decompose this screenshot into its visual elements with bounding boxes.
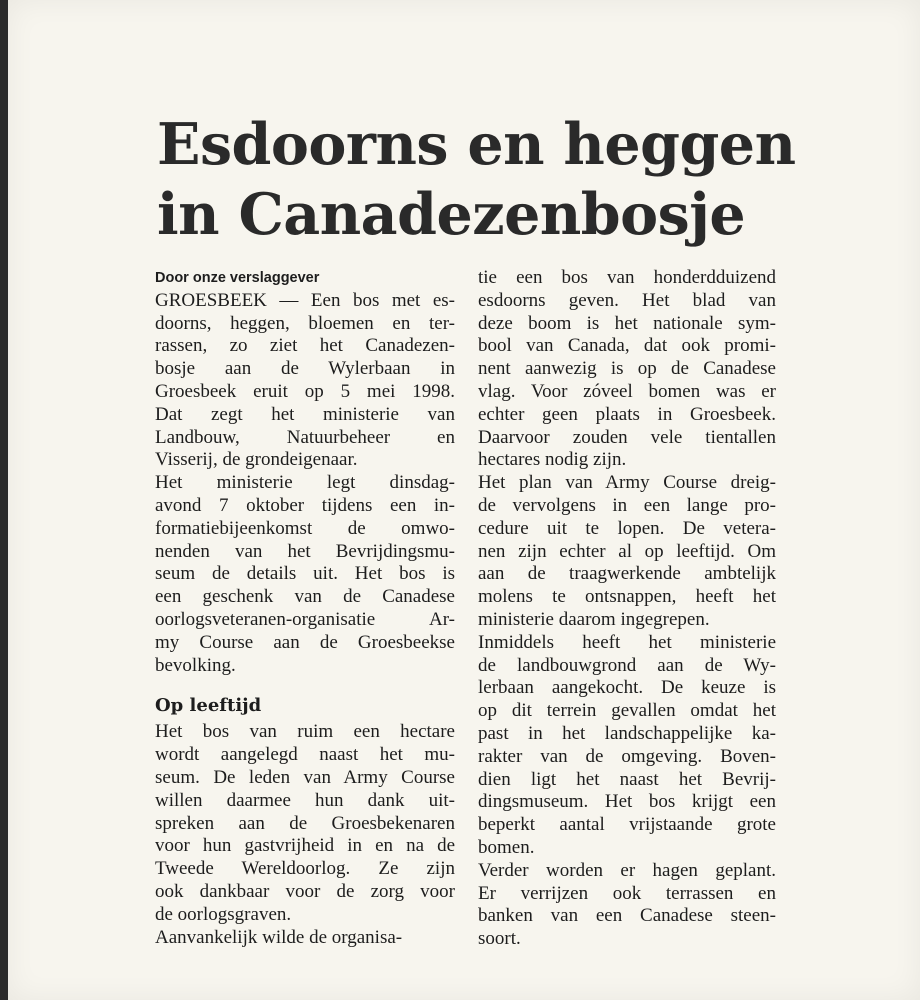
- subheading: Op leeftijd: [155, 695, 262, 717]
- article-line: echter geen plaats in Groesbeek.: [478, 403, 776, 425]
- article-line: deze boom is het nationale sym-: [478, 312, 776, 334]
- article-line: beperkt aantal vrijstaande grote: [478, 814, 776, 836]
- article-line: ministerie daarom ingegrepen.: [478, 608, 710, 630]
- article-line: oorlogsveteranen-organisatie Ar-: [155, 608, 455, 630]
- article-line: seum. De leden van Army Course: [155, 766, 455, 788]
- article-line: lerbaan aangekocht. De keuze is: [478, 677, 776, 699]
- article-line: Visserij, de grondeigenaar.: [155, 449, 358, 471]
- article-line: Er verrijzen ook terrassen en: [478, 882, 776, 904]
- article-line: cedure uit te lopen. De vetera-: [478, 517, 776, 539]
- article-line: esdoorns geven. Het blad van: [478, 289, 776, 311]
- article-line: rakter van de omgeving. Boven-: [478, 745, 776, 767]
- article-line: Het plan van Army Course dreig-: [478, 472, 776, 494]
- article-line: bosje aan de Wylerbaan in: [155, 358, 455, 380]
- article-line: avond 7 oktober tijdens een in-: [155, 494, 455, 516]
- right-column: [478, 267, 776, 951]
- article-line: bool van Canada, dat ook promi-: [478, 335, 776, 357]
- article-line: past in het landschappelijke ka-: [478, 722, 776, 744]
- article-line: Het ministerie legt dinsdag-: [155, 472, 455, 494]
- article-line: willen daarmee hun dank uit-: [155, 789, 455, 811]
- article-line: Daarvoor zouden vele tientallen: [478, 426, 776, 448]
- article-line: de vervolgens in een lange pro-: [478, 494, 776, 516]
- left-column: [155, 267, 455, 949]
- article-line: Verder worden er hagen geplant.: [478, 859, 776, 881]
- article-line: hectares nodig zijn.: [478, 449, 627, 471]
- article-line: vlag. Voor zóveel bomen was er: [478, 380, 776, 402]
- article-line: Landbouw, Natuurbeheer en: [155, 426, 455, 448]
- article-line: doorns, heggen, bloemen en ter-: [155, 312, 455, 334]
- article-line: Inmiddels heeft het ministerie: [478, 631, 776, 653]
- article-line: seum de details uit. Het bos is: [155, 563, 455, 585]
- article-line: de oorlogsgraven.: [155, 903, 292, 925]
- article-line: banken van een Canadese steen-: [478, 905, 776, 927]
- article-line: ook dankbaar voor de zorg voor: [155, 880, 455, 902]
- article-line: tie een bos van honderdduizend: [478, 267, 776, 288]
- article-line: dien ligt het naast het Bevrij-: [478, 768, 776, 790]
- article-line: nen zijn echter al op leeftijd. Om: [478, 540, 776, 562]
- headline: [157, 110, 796, 250]
- headline-line: Esdoorns en heggen: [157, 111, 796, 178]
- article-line: Tweede Wereldoorlog. Ze zijn: [155, 858, 455, 880]
- article-line: spreken aan de Groesbekenaren: [155, 812, 455, 834]
- article-line: aan de traagwerkende ambtelijk: [478, 563, 776, 585]
- article-line: voor hun gastvrijheid in en na de: [155, 835, 455, 857]
- article-line: de landbouwgrond aan de Wy-: [478, 654, 776, 676]
- article-line: nent aanwezig is op de Canadese: [478, 358, 776, 380]
- article-line: nenden van het Bevrijdingsmu-: [155, 540, 455, 562]
- article-line: dingsmuseum. Het bos krijgt een: [478, 791, 776, 813]
- article-line: Aanvankelijk wilde de organisa-: [155, 926, 403, 948]
- byline: Door onze verslaggever: [155, 270, 320, 286]
- article-line: een geschenk van de Canadese: [155, 586, 455, 608]
- article-line: Groesbeek eruit op 5 mei 1998.: [155, 380, 455, 402]
- article-line: bevolking.: [155, 654, 236, 676]
- headline-line: in Canadezenbosje: [157, 181, 746, 248]
- article-line: GROESBEEK — Een bos met es-: [155, 289, 455, 311]
- article-line: bomen.: [478, 836, 535, 858]
- article-line: rassen, zo ziet het Canadezen-: [155, 335, 455, 357]
- article-line: Dat zegt het ministerie van: [155, 403, 455, 425]
- article-line: my Course aan de Groesbeekse: [155, 631, 455, 653]
- article-line: op dit terrein gevallen omdat het: [478, 700, 776, 722]
- article-line: wordt aangelegd naast het mu-: [155, 744, 455, 766]
- article-line: formatiebijeenkomst de omwo-: [155, 517, 455, 539]
- article-line: molens te ontsnappen, heeft het: [478, 586, 776, 608]
- article-line: soort.: [478, 928, 521, 950]
- article-line: Het bos van ruim een hectare: [155, 721, 455, 743]
